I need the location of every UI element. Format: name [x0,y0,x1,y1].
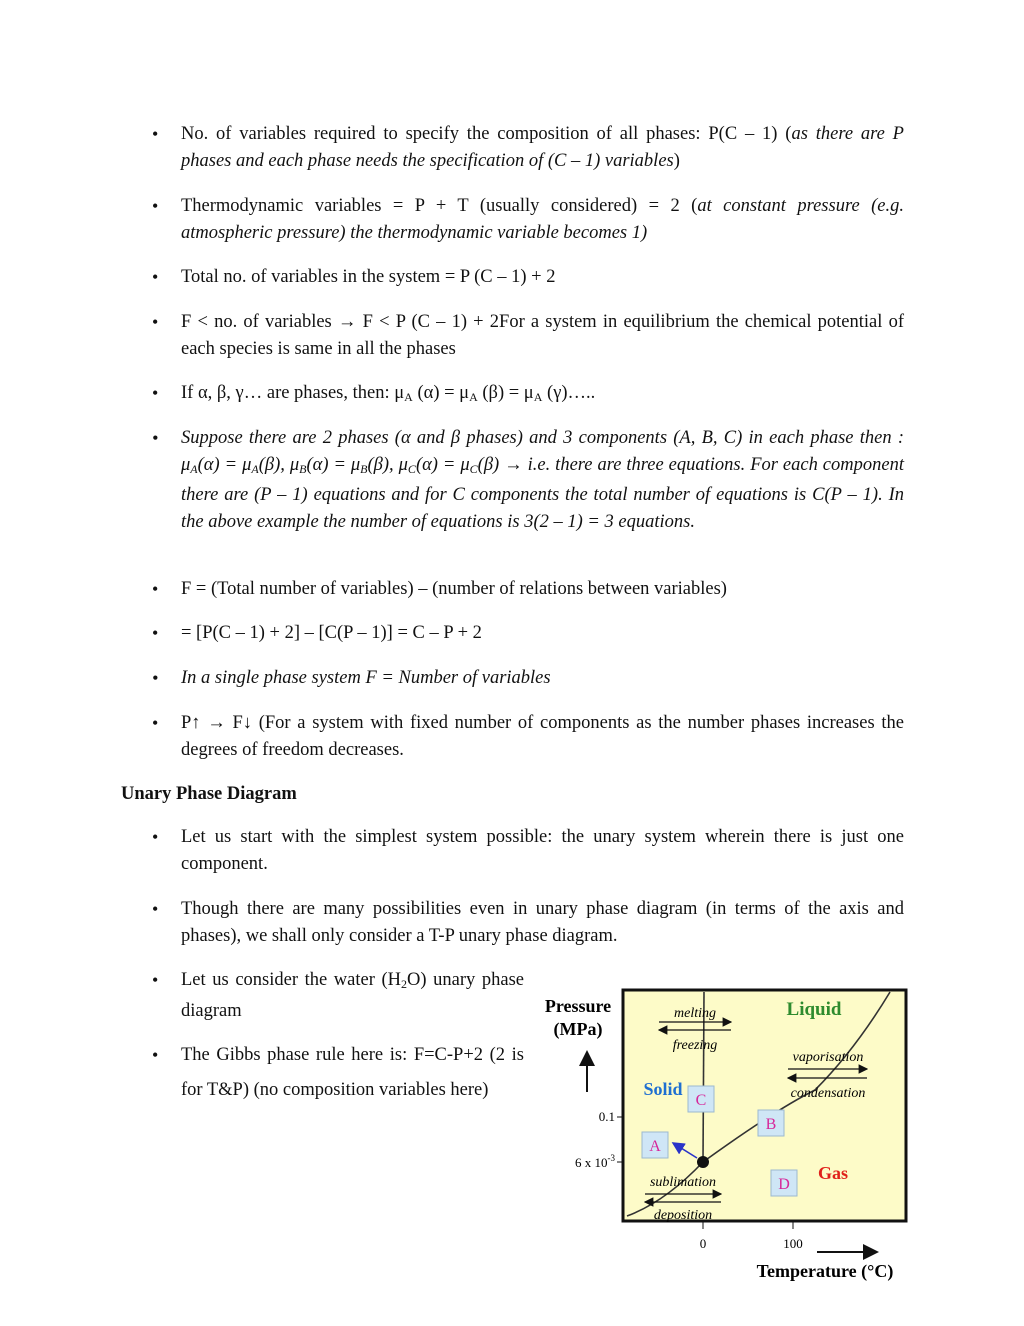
point-c [688,1086,714,1112]
water-phase-diagram [535,980,915,1285]
bullet-chemical-potential: • F < no. of variables → F < P (C – 1) + 2For a system in equilibrium the chemical potential of each species is same in all the phases [181,309,904,362]
label-condensation: condensation [790,1086,866,1101]
svg-text:A: A [649,1138,661,1155]
bullet-phase-equality: • If α, β, γ… are phases, then: $\mu_A$ $(\alpha) = \mu_A$ $(\beta) = \mu_A$ (γ)….. [181,380,904,411]
y-axis-label-unit: (MPa) [553,1019,603,1039]
label-deposition: deposition [653,1208,713,1223]
y-tick-triple-pressure: 6 x $10^{-3}$ [575,1153,615,1170]
region-solid: Solid [643,1079,683,1099]
x-tick-0: 0 [699,1236,707,1251]
region-gas: Gas [817,1163,849,1183]
bullet-total-variables: • Total no. of variables in the system = P (C – 1) + 2 [181,264,904,291]
label-vaporisation: vaporisation [792,1050,864,1065]
region-liquid: Liquid [786,999,842,1020]
bullet-tp-diagram: • Though there are many possibilities even in unary phase diagram (in terms of the axis and phases), we shall only consider a T-P unary phase diagram. [181,896,904,949]
bullet-unary-system: • Let us start with the simplest system possible: the unary system wherein there is just one component. [181,824,904,877]
section-heading-unary: Unary Phase Diagram [121,784,297,804]
label-freezing: freezing [672,1038,718,1053]
bullet-phases-freedom: • P↑ → F↓ (For a system with fixed number of components as the number phases increases the degrees of freedom decreases. [181,710,904,763]
bullet-single-phase: • In a single phase system F = Number of variables [181,665,904,692]
bullet-example-equations: • Suppose there are 2 phases (α and β phases) and 3 components (A, B, C) in each phase then : μA(α) = μA(β), μB(α) = μB(β), μC(α) = μC(β) → i.e. there are three equations. For each component there are (P – 1) equations and for C components the total number of equations is C(P – 1). In the above example the number of equations is 3(2 – 1) = 3 equations. [181,425,904,535]
bullet-f-definition: • F = (Total number of variables) – (number of relations between variables) [181,576,904,603]
svg-text:D: D [778,1176,790,1193]
point-a [642,1132,668,1158]
x-axis-label: Temperature (°C) [756,1261,894,1281]
label-melting: melting [674,1006,716,1021]
y-axis-label-pressure: Pressure [544,996,612,1016]
label-sublimation: sublimation [649,1175,717,1190]
bullet-water-diagram: • Let us consider the water $(H_2O)$ unary phase diagram [181,967,524,1024]
bullet-thermodynamic-variables: • Thermodynamic variables = P + T (usually considered) = 2 (at constant pressure (e.g. atmospheric pressure) the thermodynamic variable becomes 1) [181,193,904,246]
triple-point [697,1156,709,1168]
bullet-composition-variables: • No. of variables required to specify the composition of all phases: P(C – 1) (as there are P phases and each phase needs the specification of (C – 1) variables) [181,121,904,174]
x-tick-100: 100 [783,1236,803,1251]
svg-text:C: C [695,1092,707,1109]
bullet-gibbs-derivation: • = [P(C – 1) + 2] – [C(P – 1)] = C – P + 2 [181,620,904,647]
y-tick-0-1: 0.1 [598,1109,615,1124]
svg-text:B: B [765,1116,777,1133]
point-b [758,1110,784,1136]
bullet-gibbs-water: • The Gibbs phase rule here is: F=C-P+2 (2 is for T&P) (no composition variables here) [181,1038,524,1107]
point-d [771,1170,797,1196]
